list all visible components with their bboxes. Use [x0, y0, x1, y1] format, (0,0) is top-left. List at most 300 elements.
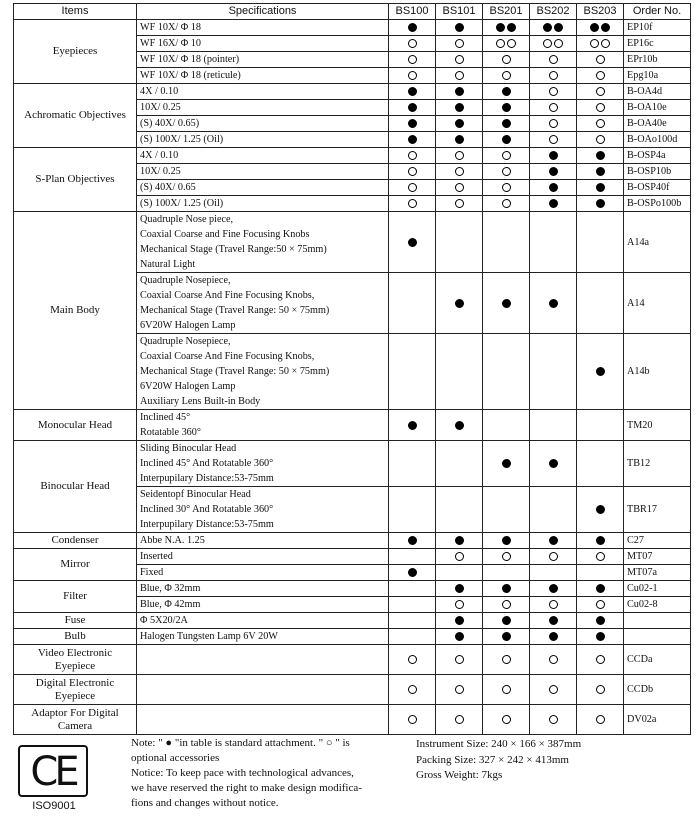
model-mark-cell	[436, 212, 483, 273]
standard-attachment-icon	[596, 505, 605, 514]
standard-attachment-icon	[408, 23, 417, 32]
model-mark-cell	[577, 132, 624, 148]
model-mark-cell	[483, 212, 530, 273]
model-mark-cell	[577, 597, 624, 613]
model-mark-cell	[577, 148, 624, 164]
dimension-line: Instrument Size: 240 × 166 × 387mm	[416, 738, 582, 750]
model-mark-cell	[577, 565, 624, 581]
table-row	[14, 84, 691, 100]
specification-cell	[137, 148, 389, 164]
specification-cell	[137, 487, 389, 533]
optional-accessory-icon	[455, 183, 464, 192]
optional-accessory-icon	[596, 685, 605, 694]
model-mark-cell	[483, 441, 530, 487]
model-mark-cell	[436, 565, 483, 581]
standard-attachment-icon	[507, 23, 516, 32]
optional-accessory-icon	[502, 71, 511, 80]
optional-accessory-icon	[549, 135, 558, 144]
specification-line: Rotatable 360°	[140, 427, 201, 438]
model-mark-cell	[530, 164, 577, 180]
specification-cell	[137, 164, 389, 180]
standard-attachment-icon	[596, 367, 605, 376]
optional-accessory-icon	[502, 552, 511, 561]
order-number-cell: Cu02-8	[624, 597, 691, 613]
optional-accessory-icon	[549, 715, 558, 724]
model-mark-cell	[577, 334, 624, 410]
model-mark-cell	[577, 675, 624, 705]
standard-attachment-icon	[596, 584, 605, 593]
model-mark-cell	[389, 212, 436, 273]
optional-accessory-icon	[502, 151, 511, 160]
optional-accessory-icon	[596, 715, 605, 724]
order-number-cell: TM20	[624, 410, 691, 441]
optional-accessory-icon	[502, 715, 511, 724]
specification-cell	[137, 212, 389, 273]
standard-attachment-icon	[502, 616, 511, 625]
model-mark-cell	[436, 52, 483, 68]
standard-attachment-icon	[549, 183, 558, 192]
standard-attachment-icon	[543, 23, 552, 32]
specification-cell	[137, 100, 389, 116]
specification-line: Mechanical Stage (Travel Range: 50 × 75mm)	[140, 305, 330, 316]
optional-accessory-icon	[549, 600, 558, 609]
model-mark-cell	[389, 629, 436, 645]
optional-accessory-icon	[455, 55, 464, 64]
model-mark-cell	[389, 533, 436, 549]
model-mark-cell	[483, 132, 530, 148]
note-line: we have reserved the right to make design modifica-	[131, 782, 362, 794]
standard-attachment-icon	[455, 299, 464, 308]
model-mark-cell	[530, 675, 577, 705]
table-row	[14, 212, 691, 273]
optional-accessory-icon	[455, 151, 464, 160]
model-mark-cell	[436, 148, 483, 164]
order-number-cell: MT07a	[624, 565, 691, 581]
standard-attachment-icon	[455, 536, 464, 545]
optional-accessory-icon	[507, 39, 516, 48]
model-mark-cell	[577, 180, 624, 196]
model-mark-cell	[530, 100, 577, 116]
note-line: optional accessories	[131, 752, 220, 764]
optional-accessory-icon	[408, 183, 417, 192]
table-header-row	[14, 4, 691, 20]
order-number-cell: EPr10b	[624, 52, 691, 68]
standard-attachment-icon	[596, 616, 605, 625]
order-number-cell: B-OA10e	[624, 100, 691, 116]
item-cell: Digital Electronic Eyepiece	[14, 675, 137, 705]
model-mark-cell	[436, 180, 483, 196]
specification-cell	[137, 132, 389, 148]
standard-attachment-icon	[502, 87, 511, 96]
model-mark-cell	[530, 52, 577, 68]
standard-attachment-icon	[408, 421, 417, 430]
model-mark-cell	[483, 68, 530, 84]
standard-attachment-icon	[596, 536, 605, 545]
optional-accessory-icon	[455, 600, 464, 609]
order-number-cell: B-OA40e	[624, 116, 691, 132]
model-mark-cell	[483, 705, 530, 735]
table-row	[14, 613, 691, 629]
model-mark-cell	[436, 675, 483, 705]
specification-line: Blue, Φ 32mm	[140, 583, 201, 594]
optional-accessory-icon	[596, 119, 605, 128]
column-header: BS202	[530, 4, 577, 20]
model-mark-cell	[577, 212, 624, 273]
model-mark-cell	[436, 487, 483, 533]
specification-cell	[137, 180, 389, 196]
optional-accessory-icon	[502, 167, 511, 176]
optional-accessory-icon	[408, 655, 417, 664]
model-mark-cell	[483, 100, 530, 116]
specification-line: Auxiliary Lens Built-in Body	[140, 396, 261, 407]
optional-accessory-icon	[549, 55, 558, 64]
model-mark-cell	[389, 549, 436, 565]
model-mark-cell	[530, 533, 577, 549]
table-row	[14, 629, 691, 645]
standard-attachment-icon	[455, 584, 464, 593]
model-mark-cell	[483, 52, 530, 68]
standard-attachment-icon	[502, 536, 511, 545]
model-mark-cell	[483, 565, 530, 581]
specification-cell	[137, 20, 389, 36]
model-mark-cell	[389, 84, 436, 100]
model-mark-cell	[389, 148, 436, 164]
column-header: BS201	[483, 4, 530, 20]
column-header: BS100	[389, 4, 436, 20]
model-mark-cell	[436, 705, 483, 735]
order-number-cell: B-OSP4a	[624, 148, 691, 164]
model-mark-cell	[483, 148, 530, 164]
table-row	[14, 20, 691, 36]
item-cell: Main Body	[14, 212, 137, 410]
item-cell: Fuse	[14, 613, 137, 629]
order-number-cell: MT07	[624, 549, 691, 565]
standard-attachment-icon	[549, 459, 558, 468]
dimension-line: Packing Size: 327 × 242 × 413mm	[416, 753, 569, 766]
table-row	[14, 675, 691, 705]
model-mark-cell	[389, 597, 436, 613]
specification-cell	[137, 334, 389, 410]
specification-cell	[137, 410, 389, 441]
optional-accessory-icon	[543, 39, 552, 48]
model-mark-cell	[577, 487, 624, 533]
specification-table	[13, 3, 691, 735]
model-mark-cell	[483, 629, 530, 645]
optional-accessory-icon	[455, 655, 464, 664]
specification-line: Interpupilary Distance:53-75mm	[140, 473, 274, 484]
specification-line: (S) 40X/ 0.65)	[140, 118, 200, 129]
standard-attachment-icon	[455, 632, 464, 641]
order-number-cell: TB12	[624, 441, 691, 487]
optional-accessory-icon	[554, 39, 563, 48]
model-mark-cell	[530, 68, 577, 84]
standard-attachment-icon	[455, 616, 464, 625]
column-header: BS101	[436, 4, 483, 20]
model-mark-cell	[389, 196, 436, 212]
optional-accessory-icon	[408, 715, 417, 724]
standard-attachment-icon	[408, 87, 417, 96]
specification-line: (S) 100X/ 1.25 (Oil)	[140, 134, 224, 145]
model-mark-cell	[577, 645, 624, 675]
model-mark-cell	[389, 116, 436, 132]
specification-line: Halogen Tungsten Lamp 6V 20W	[140, 631, 278, 642]
optional-accessory-icon	[549, 87, 558, 96]
order-number-cell: A14b	[624, 334, 691, 410]
optional-accessory-icon	[408, 199, 417, 208]
order-number-cell: DV02a	[624, 705, 691, 735]
model-mark-cell	[530, 334, 577, 410]
model-mark-cell	[577, 100, 624, 116]
specification-cell	[137, 273, 389, 334]
optional-accessory-icon	[596, 135, 605, 144]
standard-attachment-icon	[455, 87, 464, 96]
optional-accessory-icon	[601, 39, 610, 48]
model-mark-cell	[530, 196, 577, 212]
standard-attachment-icon	[502, 299, 511, 308]
optional-accessory-icon	[496, 39, 505, 48]
standard-attachment-icon	[549, 199, 558, 208]
model-mark-cell	[530, 613, 577, 629]
model-mark-cell	[436, 84, 483, 100]
optional-accessory-icon	[596, 600, 605, 609]
model-mark-cell	[530, 84, 577, 100]
model-mark-cell	[577, 705, 624, 735]
model-mark-cell	[389, 565, 436, 581]
table-row	[14, 148, 691, 164]
specification-cell	[137, 581, 389, 597]
model-mark-cell	[483, 36, 530, 52]
model-mark-cell	[389, 36, 436, 52]
model-mark-cell	[483, 180, 530, 196]
model-mark-cell	[483, 164, 530, 180]
dimensions-block	[416, 737, 686, 784]
standard-attachment-icon	[502, 135, 511, 144]
model-mark-cell	[530, 629, 577, 645]
optional-accessory-icon	[455, 39, 464, 48]
model-mark-cell	[483, 116, 530, 132]
optional-accessory-icon	[502, 600, 511, 609]
optional-accessory-icon	[408, 39, 417, 48]
model-mark-cell	[530, 273, 577, 334]
specification-cell	[137, 645, 389, 675]
standard-attachment-icon	[496, 23, 505, 32]
model-mark-cell	[530, 549, 577, 565]
specification-cell	[137, 629, 389, 645]
table-row	[14, 705, 691, 735]
optional-accessory-icon	[408, 167, 417, 176]
model-mark-cell	[389, 613, 436, 629]
model-mark-cell	[436, 533, 483, 549]
model-mark-cell	[389, 645, 436, 675]
order-number-cell: B-OSPo100b	[624, 196, 691, 212]
model-mark-cell	[530, 116, 577, 132]
optional-accessory-icon	[455, 71, 464, 80]
model-mark-cell	[389, 180, 436, 196]
optional-accessory-icon	[549, 119, 558, 128]
optional-accessory-icon	[549, 552, 558, 561]
specification-line: Quadruple Nosepiece,	[140, 336, 231, 347]
optional-accessory-icon	[596, 87, 605, 96]
optional-accessory-icon	[596, 71, 605, 80]
table-row	[14, 549, 691, 565]
optional-accessory-icon	[502, 183, 511, 192]
optional-accessory-icon	[408, 685, 417, 694]
model-mark-cell	[483, 334, 530, 410]
standard-attachment-icon	[596, 199, 605, 208]
standard-attachment-icon	[502, 103, 511, 112]
item-cell: Filter	[14, 581, 137, 613]
specification-cell	[137, 549, 389, 565]
item-cell: Binocular Head	[14, 441, 137, 533]
standard-attachment-icon	[408, 568, 417, 577]
specification-line: Quadruple Nosepiece,	[140, 275, 231, 286]
model-mark-cell	[577, 581, 624, 597]
model-mark-cell	[577, 164, 624, 180]
column-header: Order No.	[624, 4, 691, 20]
order-number-cell: C27	[624, 533, 691, 549]
model-mark-cell	[389, 487, 436, 533]
ce-logo	[18, 745, 88, 797]
specification-cell	[137, 84, 389, 100]
model-mark-cell	[389, 100, 436, 116]
optional-accessory-icon	[502, 685, 511, 694]
model-mark-cell	[436, 196, 483, 212]
optional-accessory-icon	[596, 55, 605, 64]
standard-attachment-icon	[408, 119, 417, 128]
model-mark-cell	[436, 441, 483, 487]
specification-cell	[137, 597, 389, 613]
model-mark-cell	[530, 20, 577, 36]
standard-attachment-icon	[408, 135, 417, 144]
model-mark-cell	[389, 705, 436, 735]
model-mark-cell	[436, 164, 483, 180]
specification-line: Coaxial Coarse And Fine Focusing Knobs,	[140, 351, 315, 362]
model-mark-cell	[436, 549, 483, 565]
order-number-cell: CCDb	[624, 675, 691, 705]
standard-attachment-icon	[455, 119, 464, 128]
optional-accessory-icon	[455, 715, 464, 724]
specification-line: 10X/ 0.25	[140, 166, 181, 177]
optional-accessory-icon	[408, 151, 417, 160]
table-row	[14, 410, 691, 441]
optional-accessory-icon	[502, 655, 511, 664]
specification-line: 10X/ 0.25	[140, 102, 181, 113]
model-mark-cell	[577, 533, 624, 549]
standard-attachment-icon	[502, 632, 511, 641]
specification-line: Inserted	[140, 551, 173, 562]
table-body	[14, 20, 691, 735]
dimension-line: Gross Weight: 7kgs	[416, 769, 503, 781]
model-mark-cell	[530, 597, 577, 613]
model-mark-cell	[436, 645, 483, 675]
notes-block	[131, 736, 401, 811]
specification-cell	[137, 565, 389, 581]
order-number-cell: EP10f	[624, 20, 691, 36]
model-mark-cell	[577, 410, 624, 441]
specification-cell	[137, 613, 389, 629]
model-mark-cell	[436, 629, 483, 645]
model-mark-cell	[577, 20, 624, 36]
order-number-cell: Cu02-1	[624, 581, 691, 597]
specification-cell	[137, 441, 389, 487]
optional-accessory-icon	[455, 685, 464, 694]
model-mark-cell	[389, 52, 436, 68]
specification-line: Coaxial Coarse And Fine Focusing Knobs,	[140, 290, 315, 301]
specification-cell	[137, 705, 389, 735]
item-cell: Mirror	[14, 549, 137, 581]
optional-accessory-icon	[549, 71, 558, 80]
order-number-cell: Epg10a	[624, 68, 691, 84]
note-line: Notice: To keep pace with technological advances,	[131, 767, 354, 779]
item-cell: Monocular Head	[14, 410, 137, 441]
specification-cell	[137, 196, 389, 212]
model-mark-cell	[530, 565, 577, 581]
model-mark-cell	[436, 273, 483, 334]
standard-attachment-icon	[455, 23, 464, 32]
model-mark-cell	[436, 116, 483, 132]
model-mark-cell	[436, 100, 483, 116]
table-row	[14, 645, 691, 675]
order-number-cell: A14a	[624, 212, 691, 273]
model-mark-cell	[483, 549, 530, 565]
iso-label: ISO9001	[32, 800, 76, 812]
standard-attachment-icon	[455, 103, 464, 112]
standard-attachment-icon	[549, 151, 558, 160]
standard-attachment-icon	[455, 135, 464, 144]
optional-accessory-icon	[596, 103, 605, 112]
model-mark-cell	[436, 36, 483, 52]
optional-accessory-icon	[455, 199, 464, 208]
model-mark-cell	[389, 334, 436, 410]
specification-line: 4X / 0.10	[140, 150, 179, 161]
specification-line: Coaxial Coarse and Fine Focusing Knobs	[140, 229, 310, 240]
model-mark-cell	[577, 84, 624, 100]
model-mark-cell	[530, 148, 577, 164]
standard-attachment-icon	[549, 299, 558, 308]
order-number-cell: B-OSP40f	[624, 180, 691, 196]
model-mark-cell	[483, 410, 530, 441]
optional-accessory-icon	[502, 55, 511, 64]
specification-line: WF 16X/ Φ 10	[140, 38, 201, 49]
model-mark-cell	[483, 533, 530, 549]
model-mark-cell	[530, 581, 577, 597]
model-mark-cell	[530, 212, 577, 273]
standard-attachment-icon	[601, 23, 610, 32]
model-mark-cell	[577, 116, 624, 132]
specification-line: 6V20W Halogen Lamp	[140, 381, 236, 392]
model-mark-cell	[530, 180, 577, 196]
specification-line: WF 10X/ Φ 18	[140, 22, 201, 33]
model-mark-cell	[577, 441, 624, 487]
optional-accessory-icon	[549, 655, 558, 664]
standard-attachment-icon	[596, 183, 605, 192]
specification-line: Fixed	[140, 567, 164, 578]
model-mark-cell	[436, 410, 483, 441]
model-mark-cell	[436, 597, 483, 613]
optional-accessory-icon	[408, 55, 417, 64]
specification-line: Sliding Binocular Head	[140, 443, 237, 454]
standard-attachment-icon	[554, 23, 563, 32]
order-number-cell: B-OSP10b	[624, 164, 691, 180]
order-number-cell	[624, 613, 691, 629]
specification-line: 6V20W Halogen Lamp	[140, 320, 236, 331]
specification-line: Φ 5X20/2A	[140, 615, 188, 626]
item-cell: Achromatic Objectives	[14, 84, 137, 148]
item-cell: S-Plan Objectives	[14, 148, 137, 212]
specification-line: Natural Light	[140, 259, 196, 270]
model-mark-cell	[389, 675, 436, 705]
model-mark-cell	[389, 441, 436, 487]
